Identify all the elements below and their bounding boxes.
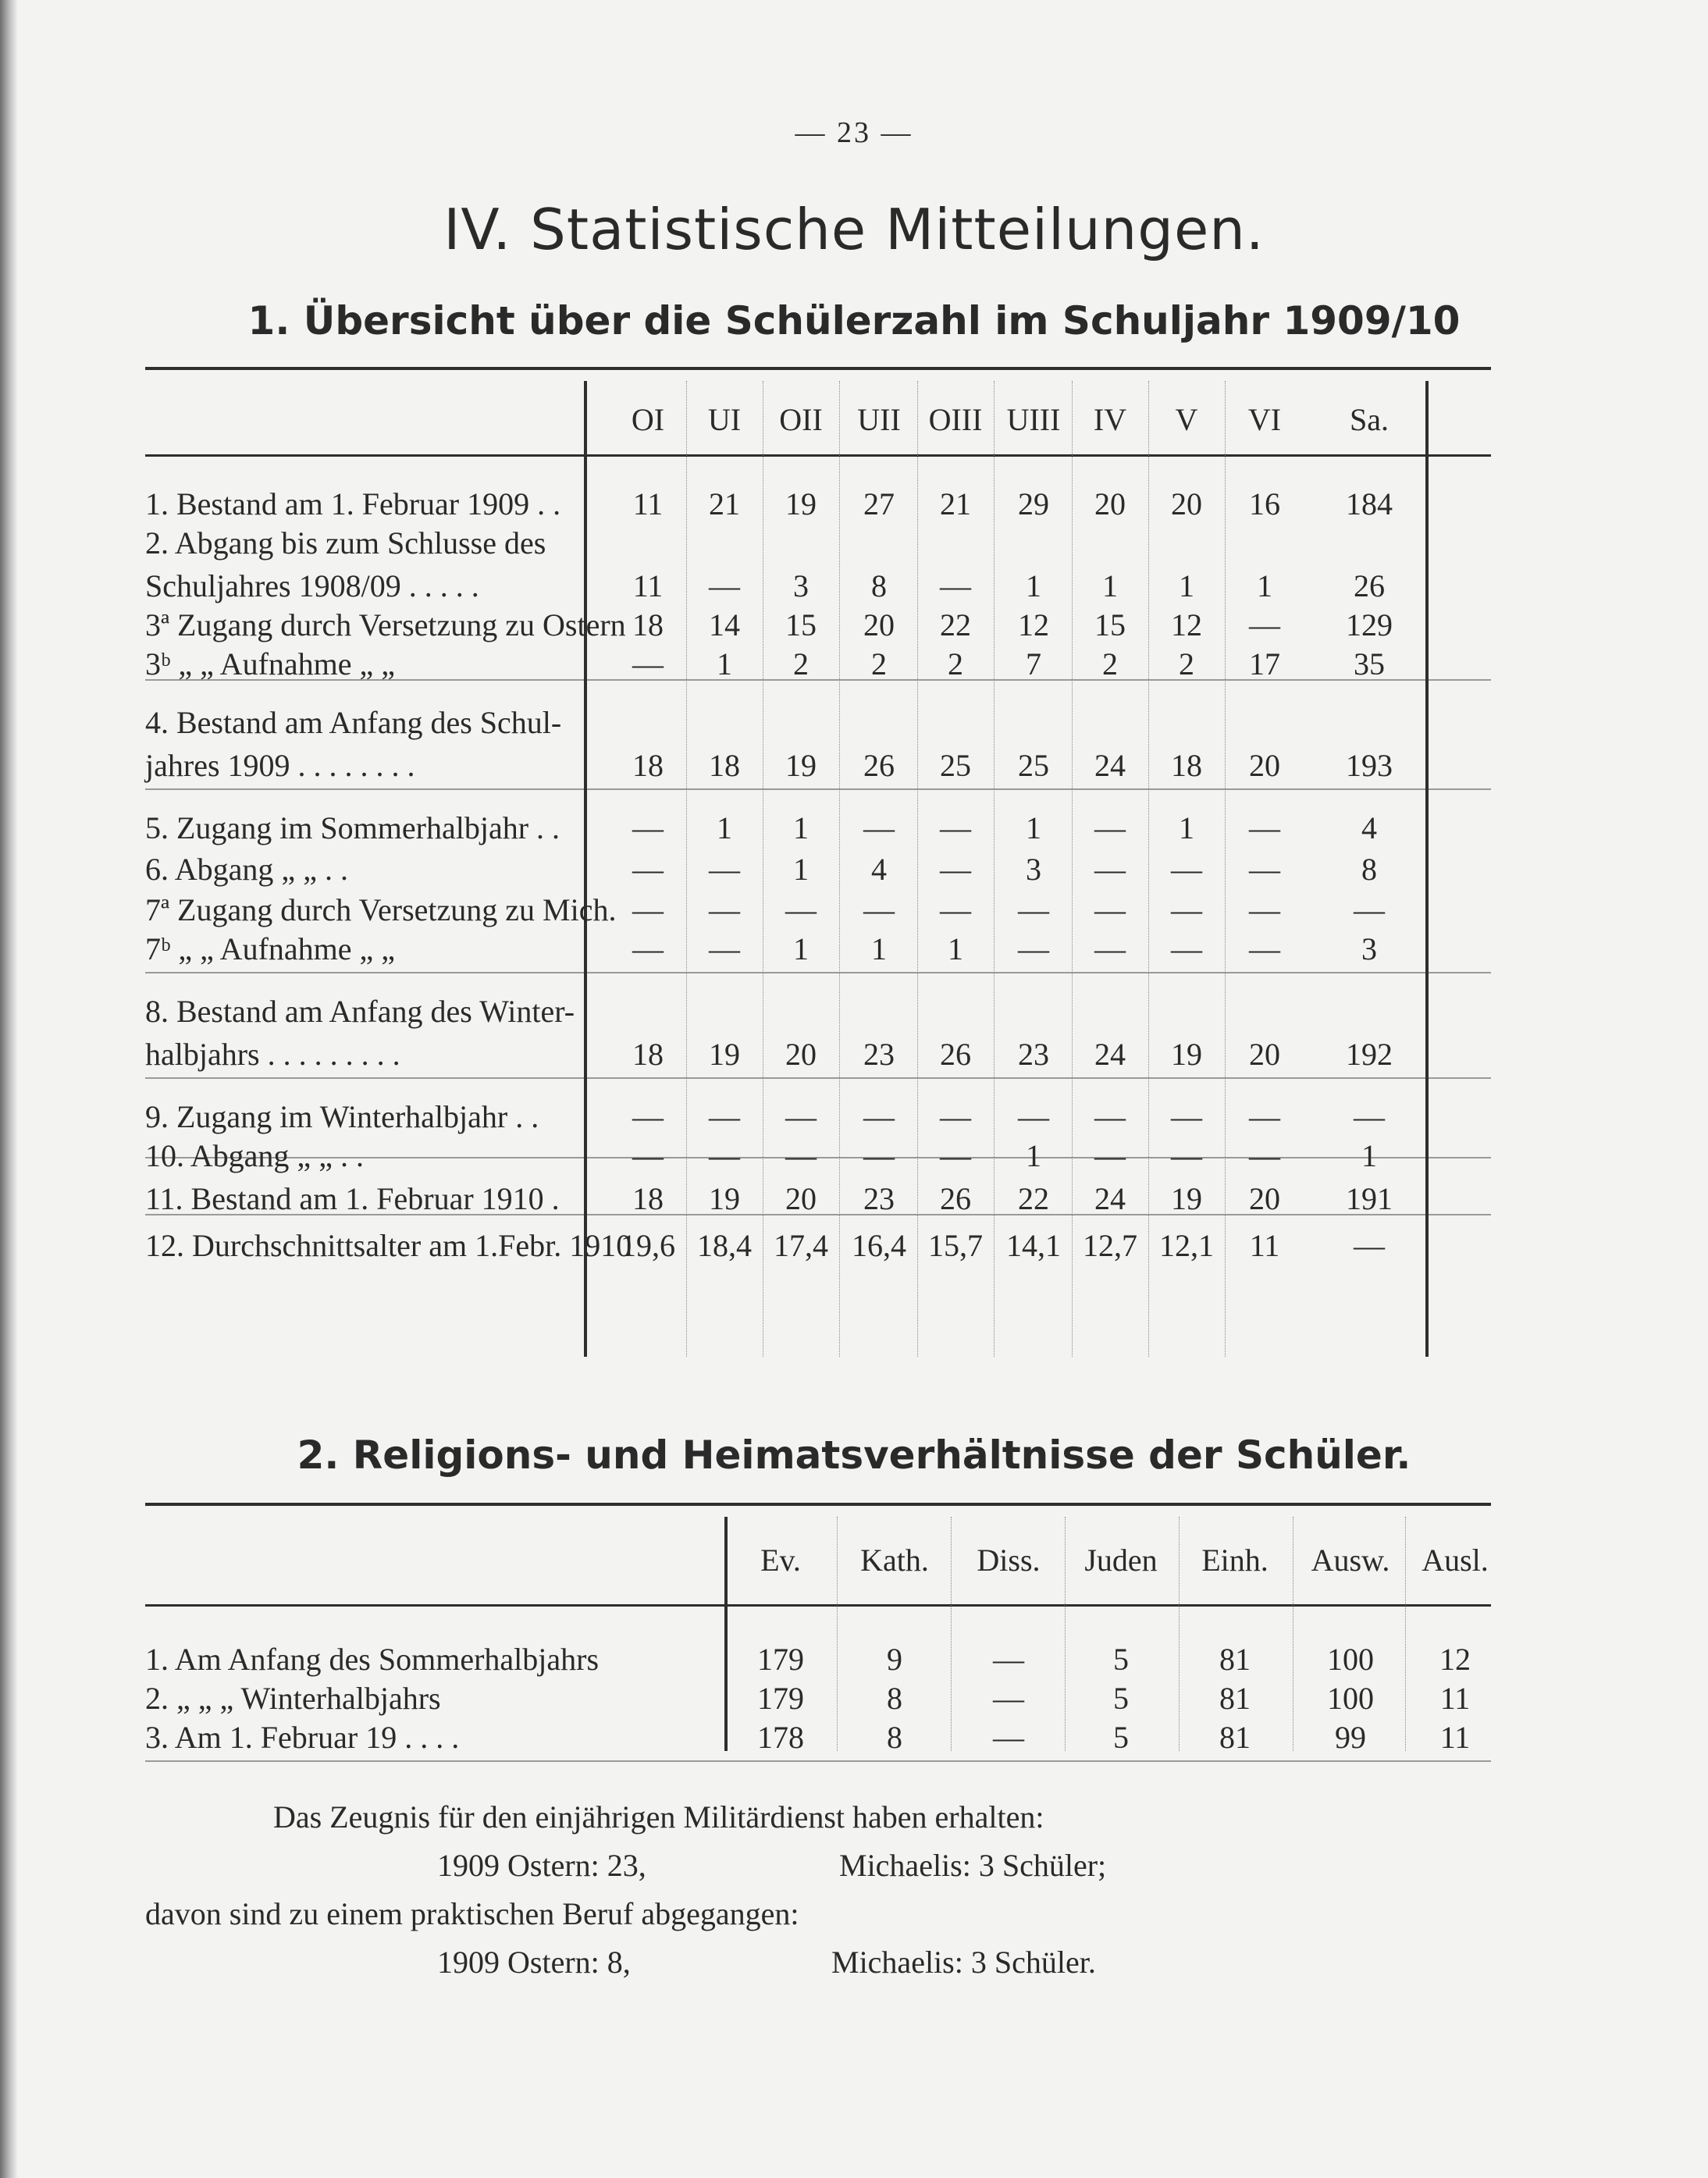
table1-cell: 26 [940,1037,971,1072]
table1-row-label: 11. Bestand am 1. Februar 1910 . [145,1181,560,1216]
table1-cell: 25 [1018,748,1049,783]
table2-title: 2. Religions- und Heimatsverhältnisse der Schüler. [297,1432,1411,1478]
table2-cell: 178 [757,1720,804,1755]
table1-cell: 191 [1346,1181,1393,1216]
table1-cell: 20 [1249,748,1280,783]
table1-cell: — [1171,931,1202,966]
table1-sum-divider [1425,381,1429,1357]
table1-cell: 19 [785,748,817,783]
table1-cell: 24 [1094,1037,1126,1072]
pupil-count-table [145,367,1491,1374]
table1-cell: 24 [1094,748,1126,783]
note-line-3: davon sind zu einem praktischen Beruf abgegangen: [145,1896,799,1931]
table1-cell: — [709,892,740,927]
table1-cell: 29 [1018,486,1049,521]
table1-cell: 2 [1102,646,1118,682]
table1-cell: 20 [1171,486,1202,521]
table1-row-label: 8. Bestand am Anfang des Winter- [145,994,575,1029]
table1-cell: 20 [785,1037,817,1072]
table1-cell: 26 [1354,568,1385,603]
table1-cell: 1 [948,931,963,966]
table1-cell: 7 [1026,646,1041,682]
table1-row-label: Schuljahres 1908/09 . . . . . [145,568,479,603]
table1-cell: — [709,1138,740,1173]
table1-cell: 22 [1018,1181,1049,1216]
table1-cell: — [1249,607,1280,642]
table1-cell: 1 [717,646,732,682]
table1-row-label: 3ª Zugang durch Versetzung zu Ostern [145,607,626,642]
table2-cell: 8 [887,1720,902,1755]
table2-cell: 11 [1439,1720,1471,1755]
table1-row-label: 4. Bestand am Anfang des Schul- [145,705,562,740]
table1-cell: 16 [1249,486,1280,521]
table2-cell: 100 [1327,1642,1374,1677]
table1-cell: — [785,1099,817,1134]
table2-col-header: Einh. [1201,1543,1269,1578]
table1-cell: 23 [1018,1037,1049,1072]
table2-col-header: Ev. [760,1543,801,1578]
table2-cell: 179 [757,1642,804,1677]
table1-cell: 12 [1171,607,1202,642]
table1-cell: — [1249,1138,1280,1173]
table1-cell: 2 [871,646,887,682]
table2-top-rule [145,1503,1491,1506]
table2-col-header: Juden [1084,1543,1158,1578]
table2-row-label: 1. Am Anfang des Sommerhalbjahrs [145,1642,600,1677]
table1-cell: — [1249,892,1280,927]
table1-title: 1. Übersicht über die Schülerzahl im Schuljahr 1909/10 [247,298,1461,343]
table1-cell: — [709,852,740,887]
table1-cell: 1 [1361,1138,1377,1173]
note-line-4a: 1909 Ostern: 8, [437,1945,631,1980]
table1-cell: — [1018,1099,1049,1134]
table1-cell: 20 [1094,486,1126,521]
table1-cell: 2 [1179,646,1194,682]
table2-cell: 81 [1219,1681,1251,1716]
table1-cell: — [1249,931,1280,966]
table1-group-rule [145,788,1491,790]
table1-row-label: 2. Abgang bis zum Schlusse des [145,525,546,561]
table1-cell: — [863,892,895,927]
table1-cell: — [1094,931,1126,966]
table1-cell: 193 [1346,748,1393,783]
table1-cell: 14,1 [1006,1228,1061,1263]
table1-cell: — [940,1138,971,1173]
table1-cell: 20 [1249,1037,1280,1072]
table1-cell: 2 [948,646,963,682]
table2-col-header: Diss. [977,1543,1041,1578]
table1-cell: — [632,646,664,682]
table1-cell: 22 [940,607,971,642]
table1-cell: — [632,810,664,845]
table2-cell: 100 [1327,1681,1374,1716]
table1-cell: — [1094,1099,1126,1134]
table1-col-header: OII [779,402,823,437]
table1-row-label: 10. Abgang „ „ . . [145,1138,364,1173]
table2-col-header: Kath. [860,1543,929,1578]
table1-cell: 25 [940,748,971,783]
note-line-4b: Michaelis: 3 Schüler. [831,1945,1096,1980]
table2-cell: — [993,1642,1024,1677]
table1-cell: — [1354,1228,1385,1263]
table2-col-header: Ausl. [1422,1543,1489,1578]
table1-cell: — [940,892,971,927]
table1-cell: 19 [785,486,817,521]
table2-cell: 81 [1219,1642,1251,1677]
table2-cell: — [993,1681,1024,1716]
table1-cell: 2 [793,646,809,682]
table1-cell: 15,7 [928,1228,983,1263]
table1-cell: — [632,1138,664,1173]
table1-cell: 12,7 [1083,1228,1137,1263]
table1-col-header: UI [707,402,742,437]
table1-cell: — [1354,892,1385,927]
table1-row-label: 7ᵇ „ „ Aufnahme „ „ [145,931,396,966]
table1-cell: — [863,1099,895,1134]
table1-cell: 4 [1361,810,1377,845]
table1-head-rule [145,454,1491,457]
table1-cell: 11 [632,486,664,521]
table1-cell: 1 [1102,568,1118,603]
table2-column-divider [951,1517,952,1751]
table1-row-label: 6. Abgang „ „ . . [145,852,348,887]
table1-cell: — [1171,892,1202,927]
table1-row-label: 9. Zugang im Winterhalbjahr . . [145,1099,539,1134]
table1-cell: 14 [709,607,740,642]
table1-cell: 1 [1026,1138,1041,1173]
table1-cell: 11 [632,568,664,603]
table1-cell: — [785,1138,817,1173]
table1-cell: 20 [1249,1181,1280,1216]
table1-cell: 19,6 [621,1228,675,1263]
table1-cell: — [709,931,740,966]
table1-cell: — [1094,892,1126,927]
table1-col-header: UIII [1006,402,1061,437]
table2-cell: 8 [887,1681,902,1716]
table2-cell: 11 [1439,1681,1471,1716]
table1-cell: 18,4 [697,1228,752,1263]
table1-row-label: 12. Durchschnittsalter am 1.Febr. 1910 [145,1228,632,1263]
table1-cell: 20 [785,1181,817,1216]
table1-cell: — [632,892,664,927]
table1-cell: 19 [709,1037,740,1072]
table1-cell: 129 [1346,607,1393,642]
table1-cell: — [940,810,971,845]
table1-col-header: V [1175,402,1198,437]
table1-cell: 16,4 [852,1228,906,1263]
table2-cell: — [993,1720,1024,1755]
table1-cell: — [632,852,664,887]
table1-cell: 3 [1361,931,1377,966]
table1-cell: — [1171,1099,1202,1134]
table1-cell: — [1018,892,1049,927]
table1-cell: 17 [1249,646,1280,682]
table1-cell: — [1171,1138,1202,1173]
table1-row-label: halbjahrs . . . . . . . . . [145,1037,400,1072]
table2-cell: 179 [757,1681,804,1716]
note-line-1: Das Zeugnis für den einjährigen Militärdienst haben erhalten: [273,1799,1044,1835]
table1-cell: — [940,1099,971,1134]
table1-cell: 184 [1346,486,1393,521]
table1-row-label: 5. Zugang im Sommerhalbjahr . . [145,810,560,845]
table1-cell: 19 [1171,1037,1202,1072]
table1-cell: 26 [863,748,895,783]
table1-cell: 18 [632,1181,664,1216]
table1-cell: 4 [871,852,887,887]
table1-cell: 19 [1171,1181,1202,1216]
table1-cell: 24 [1094,1181,1126,1216]
table2-row-label: 2. „ „ „ Winterhalbjahrs [145,1681,441,1716]
table1-cell: 1 [1026,568,1041,603]
table1-cell: 18 [632,748,664,783]
religion-origin-table [145,1503,1491,1776]
table1-cell: — [1354,1099,1385,1134]
table1-cell: 23 [863,1181,895,1216]
page-number: — 23 — [795,116,913,149]
table2-row-label: 3. Am 1. Februar 19 . . . . [145,1720,460,1755]
table1-cell: 11 [1249,1228,1280,1263]
table2-bottom-rule [145,1760,1491,1762]
table1-col-header: UII [857,402,901,437]
table1-col-header: OIII [928,402,983,437]
table1-cell: 18 [632,607,664,642]
table1-cell: — [1094,852,1126,887]
table1-cell: 8 [871,568,887,603]
table2-column-divider [837,1517,838,1751]
table1-cell: 15 [1094,607,1126,642]
table1-group-rule [145,972,1491,973]
table1-cell: 1 [1179,568,1194,603]
table1-col-header: VI [1247,402,1282,437]
table1-cell: 19 [709,1181,740,1216]
table1-cell: 192 [1346,1037,1393,1072]
table1-cell: 27 [863,486,895,521]
table1-cell: 18 [1171,748,1202,783]
table1-cell: — [1094,1138,1126,1173]
chapter-title: IV. Statistische Mitteilungen. [443,197,1265,262]
table1-cell: 1 [1179,810,1194,845]
table2-cell: 81 [1219,1720,1251,1755]
table2-cell: 5 [1113,1642,1129,1677]
table1-label-divider [584,381,588,1357]
table1-group-rule [145,1077,1491,1079]
table1-row-label: 7ª Zugang durch Versetzung zu Mich. [145,892,617,927]
table2-cell: 9 [887,1642,902,1677]
table1-cell: — [785,892,817,927]
table1-cell: 15 [785,607,817,642]
table1-cell: — [709,1099,740,1134]
table1-row-label: jahres 1909 . . . . . . . . [145,748,415,783]
table2-cell: 99 [1335,1720,1366,1755]
table1-cell: 1 [793,810,809,845]
table1-cell: — [632,931,664,966]
table1-cell: 1 [793,931,809,966]
table1-cell: 3 [1026,852,1041,887]
table1-cell: 26 [940,1181,971,1216]
table1-cell: — [632,1099,664,1134]
table1-cell: — [940,852,971,887]
table1-cell: — [1094,810,1126,845]
table1-row-label: 1. Bestand am 1. Februar 1909 . . [145,486,561,521]
table1-cell: — [940,568,971,603]
table1-col-header: OI [631,402,665,437]
table1-cell: — [1018,931,1049,966]
table1-cell: 17,4 [774,1228,828,1263]
table1-cell: 18 [709,748,740,783]
table1-cell: 1 [1026,810,1041,845]
table1-cell: 35 [1354,646,1385,682]
table1-cell: 1 [793,852,809,887]
table1-cell: 3 [793,568,809,603]
table1-cell: 18 [632,1037,664,1072]
table1-cell: 8 [1361,852,1377,887]
table1-cell: — [1249,1099,1280,1134]
table2-col-header: Ausw. [1311,1543,1390,1578]
table1-top-rule [145,367,1491,370]
table1-cell: 1 [1257,568,1272,603]
table1-cell: 12 [1018,607,1049,642]
table2-cell: 12 [1439,1642,1471,1677]
table1-cell: — [1249,852,1280,887]
table1-col-header: Sa. [1350,402,1389,437]
table2-cell: 5 [1113,1681,1129,1716]
table1-cell: — [1249,810,1280,845]
table1-cell: — [1171,852,1202,887]
table1-cell: 23 [863,1037,895,1072]
table2-column-divider [1293,1517,1294,1751]
table2-cell: 5 [1113,1720,1129,1755]
table2-column-divider [1405,1517,1407,1751]
table1-row-label: 3ᵇ „ „ Aufnahme „ „ [145,646,396,682]
table1-cell: 12,1 [1159,1228,1214,1263]
table2-head-rule [145,1604,1491,1607]
table1-col-header: IV [1093,402,1127,437]
table1-cell: 21 [940,486,971,521]
note-line-2a: 1909 Ostern: 23, [437,1848,646,1883]
table1-cell: — [863,810,895,845]
note-line-2b: Michaelis: 3 Schüler; [839,1848,1107,1883]
table1-cell: 21 [709,486,740,521]
table1-cell: — [709,568,740,603]
table1-cell: 20 [863,607,895,642]
table1-cell: 1 [871,931,887,966]
table1-cell: 1 [717,810,732,845]
table1-cell: — [863,1138,895,1173]
